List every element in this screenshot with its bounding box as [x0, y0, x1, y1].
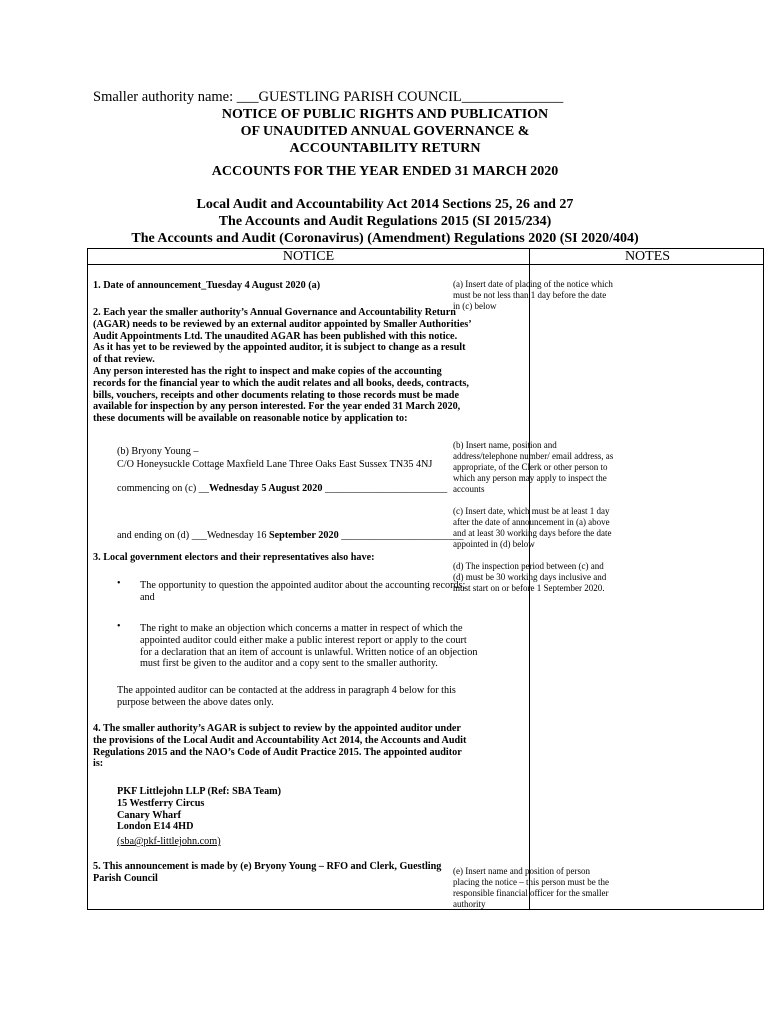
paragraph-5-line: Parish Council [93, 872, 158, 884]
legislation-line-3: The Accounts and Audit (Coronavirus) (Amendment) Regulations 2020 (SI 2020/404) [131, 231, 639, 246]
auditor-name: PKF Littlejohn LLP (Ref: SBA Team) [117, 786, 282, 797]
auditor-address [117, 786, 281, 833]
paragraph-4-line: Regulations 2015 and the NAO’s Code of Audit Practice 2015. The appointed auditor [93, 746, 462, 758]
auditor-contact-line: purpose between the above dates only. [117, 696, 274, 708]
bullet-2-objection [140, 623, 477, 670]
note-line: must start on or before 1 September 2020. [453, 583, 605, 593]
note-line: (d) The inspection period between (c) and [453, 561, 604, 571]
bullet-1-line: The opportunity to question the appointed auditor about the accounting records; [140, 580, 466, 591]
note-line: placing the notice – this person must be the [453, 877, 609, 887]
note-line: and at least 30 working days before the date [453, 528, 612, 538]
bullet-2-line: for a declaration that an item of account is unlawful. Written notice of an objection [140, 646, 478, 658]
bullet-1-question-auditor [140, 580, 465, 604]
auditor-street: 15 Westferry Circus [117, 797, 205, 809]
ending-prefix: and ending on (d) ___Wednesday 16 [117, 530, 269, 541]
paragraph-4-line: the provisions of the Local Audit and Accountability Act 2014, the Accounts and Audit [93, 734, 467, 746]
auditor-contact-line: The appointed auditor can be contacted at the address in paragraph 4 below for this [117, 685, 456, 696]
auditor-email-wrapper [117, 836, 221, 848]
note-d [453, 561, 643, 594]
paragraph-4 [93, 723, 466, 770]
paragraph-2-line: these documents will be available on reasonable notice by application to: [93, 413, 408, 425]
note-line: (c) Insert date, which must be at least 1 day [453, 506, 610, 516]
bullet-2-line: must first be given to the auditor and a copy sent to the smaller authority. [140, 658, 438, 670]
note-line: (e) Insert name and position of person [453, 866, 590, 876]
legislation-line-1: Local Audit and Accountability Act 2014 Sections 25, 26 and 27 [196, 197, 574, 212]
paragraph-5-line: 5. This announcement is made by (e) Bryony Young – RFO and Clerk, Guestling [93, 861, 442, 872]
note-line: accounts [453, 484, 485, 494]
note-line: after the date of announcement in (a) above [453, 517, 610, 527]
commencing-blank: ________________________ [322, 483, 448, 494]
authority-name-line: Smaller authority name: ___GUESTLING PARISH COUNCIL______________ [93, 89, 564, 105]
auditor-city: London E14 4HD [117, 821, 194, 833]
auditor-email-link[interactable]: (sba@pkf-littlejohn.com) [117, 836, 221, 847]
note-line: (b) Insert name, position and [453, 440, 557, 450]
note-line: responsible financial officer for the smaller [453, 888, 609, 898]
ending-line [117, 530, 463, 542]
note-e [453, 866, 643, 910]
title-line-3: ACCOUNTABILITY RETURN [289, 141, 481, 156]
auditor-area: Canary Wharf [117, 809, 182, 821]
note-line: in (c) below [453, 301, 497, 311]
title-line-2: OF UNAUDITED ANNUAL GOVERNANCE & [240, 124, 530, 139]
paragraph-5 [93, 861, 441, 885]
note-line: (d) must be 30 working days inclusive and [453, 572, 607, 582]
note-line: appropriate, of the Clerk or other person to [453, 462, 608, 472]
accounts-year-heading: ACCOUNTS FOR THE YEAR ENDED 31 MARCH 2020 [211, 164, 559, 179]
note-line: appointed in (d) below [453, 539, 535, 549]
note-line: which any person may apply to inspect the [453, 473, 607, 483]
paragraph-2-line: of that review. [93, 354, 155, 366]
bullet-2-line: The right to make an objection which concerns a matter in respect of which the [140, 623, 463, 634]
commencing-line [117, 483, 447, 495]
contact-name: (b) Bryony Young – [117, 446, 199, 457]
bullet-2-line: appointed auditor could either make a public interest report or apply to the court [140, 634, 467, 646]
notes-column-header: NOTES [624, 249, 671, 264]
note-c [453, 506, 643, 550]
ending-blank: ________________________ [338, 530, 464, 541]
note-line: authority [453, 899, 486, 909]
title-line-1: NOTICE OF PUBLIC RIGHTS AND PUBLICATION [221, 107, 549, 122]
note-a [453, 279, 643, 312]
commencing-prefix: commencing on (c) __ [117, 483, 209, 494]
contact-address: C/O Honeysuckle Cottage Maxfield Lane Three Oaks East Sussex TN35 4NJ [117, 459, 433, 470]
bullet-icon: • [117, 578, 121, 589]
notice-column-header: NOTICE [282, 249, 335, 264]
paragraph-1-announcement-date: 1. Date of announcement_Tuesday 4 August 2020 (a) [93, 280, 321, 291]
paragraph-2-line: (AGAR) needs to be reviewed by an external auditor appointed by Smaller Authorities’ [93, 318, 472, 330]
note-line: (a) Insert date of placing of the notice which [453, 279, 613, 289]
note-line: must be not less than 1 day before the date [453, 290, 607, 300]
paragraph-2-line: records for the financial year to which the audit relates and all books, deeds, contracts, [93, 377, 469, 389]
paragraph-2-line: bills, vouchers, receipts and other documents relating to those records must be made [93, 389, 459, 401]
legislation-line-2: The Accounts and Audit Regulations 2015 (SI 2015/234) [218, 214, 552, 229]
ending-date: September 2020 [268, 530, 339, 541]
note-line: address/telephone number/ email address, as [453, 451, 614, 461]
paragraph-2-line: available for inspection by any person interested. For the year ended 31 March 2020, [93, 401, 461, 413]
paragraph-2-line: Audit Appointments Ltd. The unaudited AGAR has been published with this notice. [93, 330, 458, 342]
bullet-1-line: and [140, 591, 155, 603]
header-divider [88, 264, 763, 265]
paragraph-4-line: 4. The smaller authority’s AGAR is subject to review by the appointed auditor under [93, 723, 461, 734]
paragraph-2-line: 2. Each year the smaller authority’s Annual Governance and Accountability Return [93, 307, 456, 318]
paragraph-2-line: Any person interested has the right to inspect and make copies of the accounting [93, 365, 442, 377]
note-b [453, 440, 643, 495]
commencing-date: Wednesday 5 August 2020 [208, 483, 323, 494]
auditor-contact-note [117, 685, 456, 709]
bullet-icon: • [117, 621, 121, 632]
paragraph-2 [93, 307, 472, 425]
paragraph-2-line: As it has yet to be reviewed by the appointed auditor, it is subject to change as a result [93, 342, 466, 354]
paragraph-4-line: is: [93, 758, 104, 770]
paragraph-3: 3. Local government electors and their representatives also have: [93, 552, 375, 563]
